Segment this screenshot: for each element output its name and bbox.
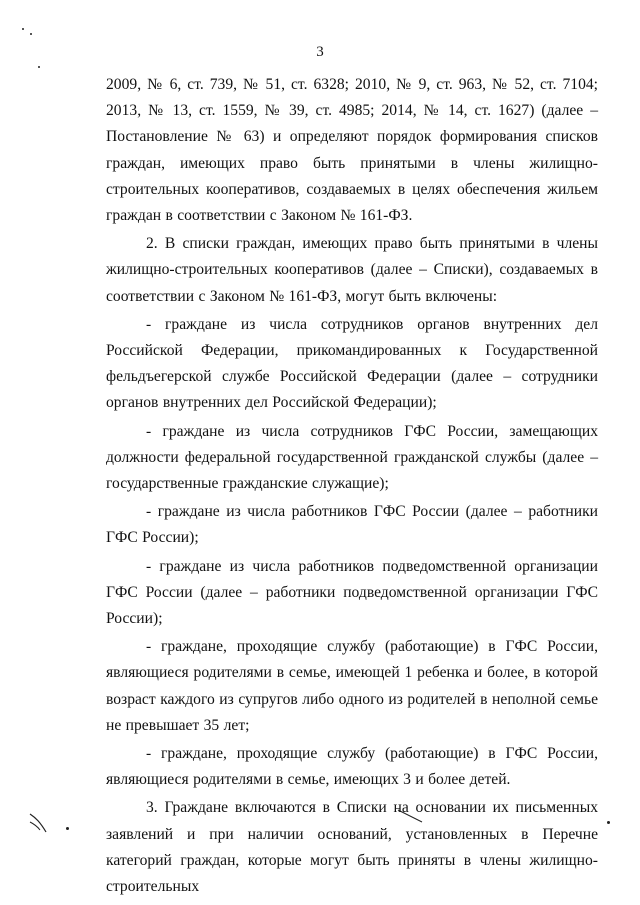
scan-scribble-mark — [396, 806, 426, 826]
list-item-large-families: - граждане, проходящие службу (работающие) в ГФС России, являющиеся родителями в семье, имеющих 3 и более детей. — [106, 745, 598, 789]
paragraph-item-3: 3. Граждане включаются в Списки на основании их письменных заявлений и при наличии оснований, установленных в Перечне категорий граждан, которые могут быть приняты в члены жилищно-строительных — [106, 799, 598, 896]
list-item-civil-servants: - граждане из числа сотрудников ГФС России, замещающих должности федеральной государственной гражданской службы (далее – государственные гражданские служащие); — [106, 422, 598, 493]
list-item-subordinate-org: - граждане из числа работников подведомственной организации ГФС России (далее – работники подведомственной организации ГФС России); — [106, 557, 598, 628]
scan-scribble-mark — [28, 812, 50, 836]
scan-speck — [607, 821, 610, 824]
scan-speck — [30, 33, 32, 35]
scan-speck — [22, 28, 24, 30]
list-item-gfs-workers: - граждане из числа работников ГФС России (далее – работники ГФС России); — [106, 503, 598, 547]
list-item-internal-affairs: - граждане из числа сотрудников органов внутренних дел Российской Федерации, прикомандированных к Государственной фельдъегерской службе Российской Федерации (далее – сотрудники органов внутренних дел Российской Федерации); — [106, 315, 598, 412]
scan-speck — [66, 827, 69, 830]
scan-speck — [38, 66, 40, 68]
list-item-young-families: - граждане, проходящие службу (работающие) в ГФС России, являющиеся родителями в семье, имеющей 1 ребенка и более, в которой возраст каждого из супругов либо одного из родителей в неполной семье не превышает 35 лет; — [106, 638, 598, 734]
paragraph-item-2: 2. В списки граждан, имеющих право быть принятыми в члены жилищно-строительных кооперативов (далее – Списки), создаваемых в соответствии с Законом № 161-ФЗ, могут быть включены: — [106, 235, 598, 305]
page-number: 3 — [316, 44, 324, 60]
document-body — [106, 72, 598, 900]
paragraph-continuation: 2009, № 6, ст. 739, № 51, ст. 6328; 2010, № 9, ст. 963, № 52, ст. 7104; 2013, № 13, ст. 1559, № 39, ст. 4985; 2014, № 14, ст. 1627) (далее – Постановление № 63) и определяют порядок формирования списков граждан, имеющих право быть принятыми в члены жилищно-строительных кооперативов, создаваемых в целях обеспечения жильем граждан в соответствии с Законом № 161-ФЗ. — [106, 76, 598, 225]
